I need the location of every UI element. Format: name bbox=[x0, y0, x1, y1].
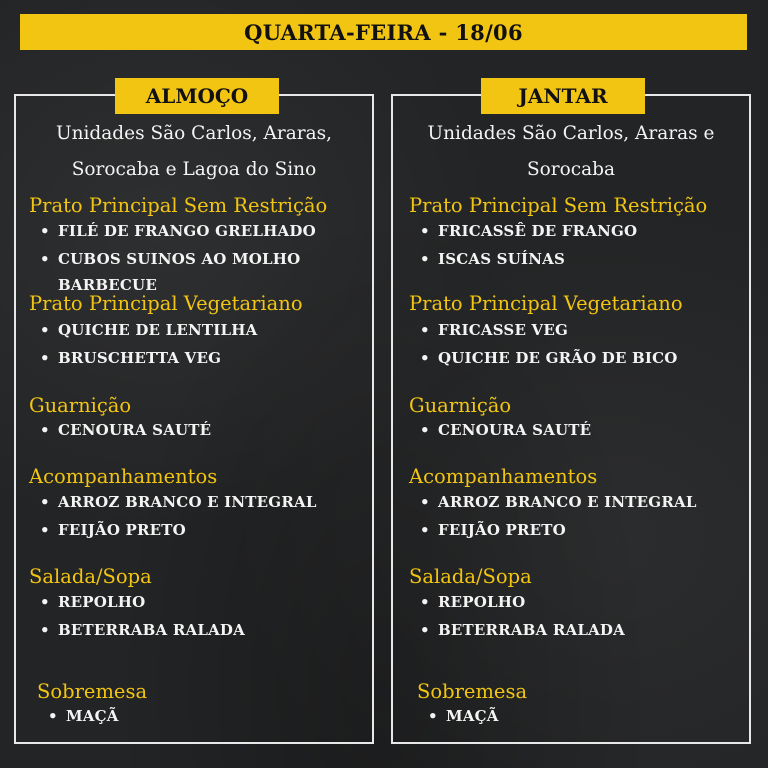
list-item: • MAÇÃ bbox=[48, 707, 119, 725]
list-item: • FILÉ DE FRANGO GRELHADO bbox=[40, 222, 316, 240]
list-item: • BETERRABA RALADA bbox=[40, 621, 245, 639]
lunch-main-title: Prato Principal Sem Restrição bbox=[29, 194, 328, 217]
dinner-dessert-title: Sobremesa bbox=[417, 680, 528, 703]
lunch-column bbox=[14, 84, 374, 744]
day-header bbox=[20, 14, 747, 50]
list-item: • CENOURA SAUTÉ bbox=[420, 421, 592, 439]
list-item: • MAÇÃ bbox=[428, 707, 499, 725]
list-item: • FRICASSÊ DE FRANGO bbox=[420, 222, 638, 240]
dinner-salad-title: Salada/Sopa bbox=[409, 565, 532, 588]
dinner-veg-title: Prato Principal Vegetariano bbox=[409, 292, 683, 315]
list-item: • QUICHE DE GRÃO DE BICO bbox=[420, 349, 678, 367]
dinner-badge: JANTAR bbox=[481, 78, 645, 114]
list-item: • FEIJÃO PRETO bbox=[40, 521, 186, 539]
list-item-continuation: BARBECUE bbox=[58, 276, 157, 294]
list-item: • FEIJÃO PRETO bbox=[420, 521, 566, 539]
list-item: • FRICASSE VEG bbox=[420, 321, 568, 339]
dinner-column bbox=[391, 84, 751, 744]
lunch-veg-title: Prato Principal Vegetariano bbox=[29, 292, 303, 315]
list-item: • QUICHE DE LENTILHA bbox=[40, 321, 258, 339]
dinner-acc-title: Acompanhamentos bbox=[409, 465, 598, 488]
dinner-side-title: Guarnição bbox=[409, 394, 512, 417]
day-title: QUARTA-FEIRA - 18/06 bbox=[244, 19, 523, 45]
lunch-acc-title: Acompanhamentos bbox=[29, 465, 218, 488]
list-item: • BETERRABA RALADA bbox=[420, 621, 625, 639]
dinner-main-title: Prato Principal Sem Restrição bbox=[409, 194, 708, 217]
list-item: • CUBOS SUINOS AO MOLHO bbox=[40, 250, 301, 268]
lunch-dessert-title: Sobremesa bbox=[37, 680, 148, 703]
list-item: • ARROZ BRANCO E INTEGRAL bbox=[40, 493, 317, 511]
dinner-units: Unidades São Carlos, Araras e Sorocaba bbox=[427, 123, 715, 180]
list-item: • ISCAS SUÍNAS bbox=[420, 250, 565, 268]
list-item: • CENOURA SAUTÉ bbox=[40, 421, 212, 439]
lunch-badge: ALMOÇO bbox=[115, 78, 279, 114]
list-item: • ARROZ BRANCO E INTEGRAL bbox=[420, 493, 697, 511]
lunch-salad-title: Salada/Sopa bbox=[29, 565, 152, 588]
list-item: • BRUSCHETTA VEG bbox=[40, 349, 222, 367]
lunch-units: Unidades São Carlos, Araras, Sorocaba e Lagoa do Sino bbox=[55, 123, 332, 180]
list-item: • REPOLHO bbox=[40, 593, 146, 611]
lunch-side-title: Guarnição bbox=[29, 394, 132, 417]
list-item: • REPOLHO bbox=[420, 593, 526, 611]
